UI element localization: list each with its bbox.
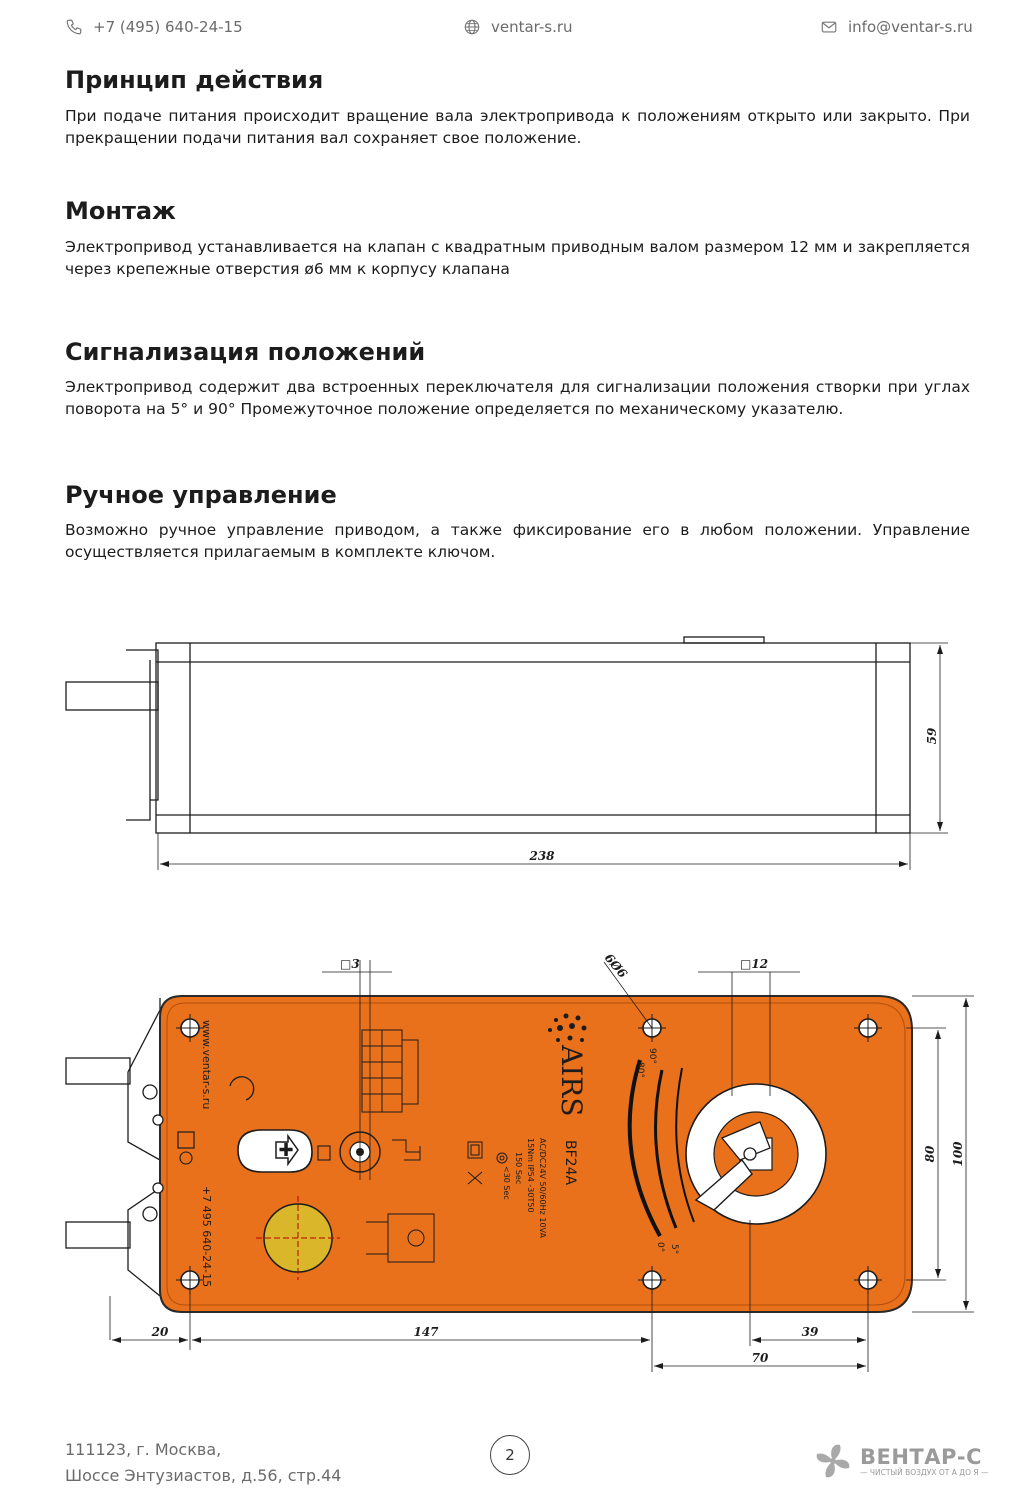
company-logo[interactable] (812, 1440, 989, 1482)
footer-address (65, 1437, 341, 1489)
dim-70-label: 70 (751, 1351, 769, 1365)
dim-39-label: 39 (801, 1325, 819, 1339)
angle-5-label: 5° (669, 1244, 679, 1255)
body-brand-label: AIRS (555, 1045, 588, 1117)
dim-sq12-label: □12 (740, 957, 769, 971)
logo-name: ВЕНТАР-С (860, 1444, 983, 1469)
header-site-text: ventar-s.ru (491, 18, 573, 36)
dim-length-label: 238 (529, 849, 555, 863)
logo-tagline: — ЧИСТЫЙ ВОЗДУХ ОТ А ДО Я — (860, 1467, 989, 1477)
header-phone-text: +7 (495) 640-24-15 (93, 18, 243, 36)
header-site[interactable] (463, 18, 573, 36)
angle-80-label: 80° (635, 1062, 645, 1078)
footer-address-line1: 111123, г. Москва, (65, 1440, 222, 1459)
header-contacts (0, 18, 1029, 40)
header-phone[interactable] (65, 18, 243, 36)
body-spec1-label: AC/DC24V 50/60Hz 10VA (538, 1138, 547, 1238)
section-text-mounting: Электропривод устанавливается на клапан с квадратным приводным валом размером 12 мм и закрепляется через крепежные отверстия ø6 мм к корпусу клапана (65, 238, 970, 278)
dim-147-label: 147 (413, 1325, 439, 1339)
phone-icon (65, 18, 83, 36)
header-email-text: info@ventar-s.ru (848, 18, 973, 36)
front-view-drawing (0, 945, 1029, 1375)
dim-hole-label: 6Ø6 (601, 950, 630, 981)
dim-100-label: 100 (951, 1141, 965, 1167)
footer-address-line2: Шоссе Энтузиастов, д.56, стр.44 (65, 1466, 342, 1485)
section-text-principle: При подаче питания происходит вращение вала электропривода к положениям открыто или закрыто. При прекращении подачи питания вал сохраняет свое положение. (65, 107, 970, 147)
body-site-label: www.ventar-s.ru (200, 1020, 213, 1110)
side-view-drawing (0, 620, 1029, 880)
angle-90-label: 90° (647, 1048, 657, 1064)
svg-text:✚: ✚ (278, 1140, 294, 1161)
dim-height-label: 59 (925, 727, 939, 745)
dim-sq3-label: □3 (340, 957, 360, 971)
section-title-principle: Принцип действия (65, 66, 324, 94)
globe-icon (463, 18, 481, 36)
body-spec3-label: 150 Sec (514, 1152, 523, 1185)
fan-icon (812, 1440, 854, 1482)
page-number: 2 (490, 1435, 530, 1475)
body-spec2-label: 15Nm IP54 -30T50 (526, 1138, 535, 1213)
angle-0-label: 0° (655, 1242, 665, 1253)
section-title-position-signaling: Сигнализация положений (65, 338, 426, 366)
body-model-label: BF24A (562, 1140, 578, 1186)
section-title-mounting: Монтаж (65, 197, 176, 225)
section-title-manual-control: Ручное управление (65, 481, 337, 509)
mail-icon (820, 18, 838, 36)
body-phone-label: +7 495 640-24-15 (200, 1186, 213, 1288)
header-email[interactable] (820, 18, 973, 36)
section-text-manual-control: Возможно ручное управление приводом, а также фиксирование его в любом положении. Управление осуществляется прилагаемым в комплекте ключом. (65, 521, 970, 561)
dim-20-label: 20 (151, 1325, 169, 1339)
body-spec4-label: <30 Sec (502, 1166, 511, 1200)
section-text-position-signaling: Электропривод содержит два встроенных переключателя для сигнализации положения створки при углах поворота на 5° и 90° Промежуточное положение определяется по механическому указателю. (65, 378, 970, 418)
dim-80-label: 80 (923, 1145, 937, 1163)
